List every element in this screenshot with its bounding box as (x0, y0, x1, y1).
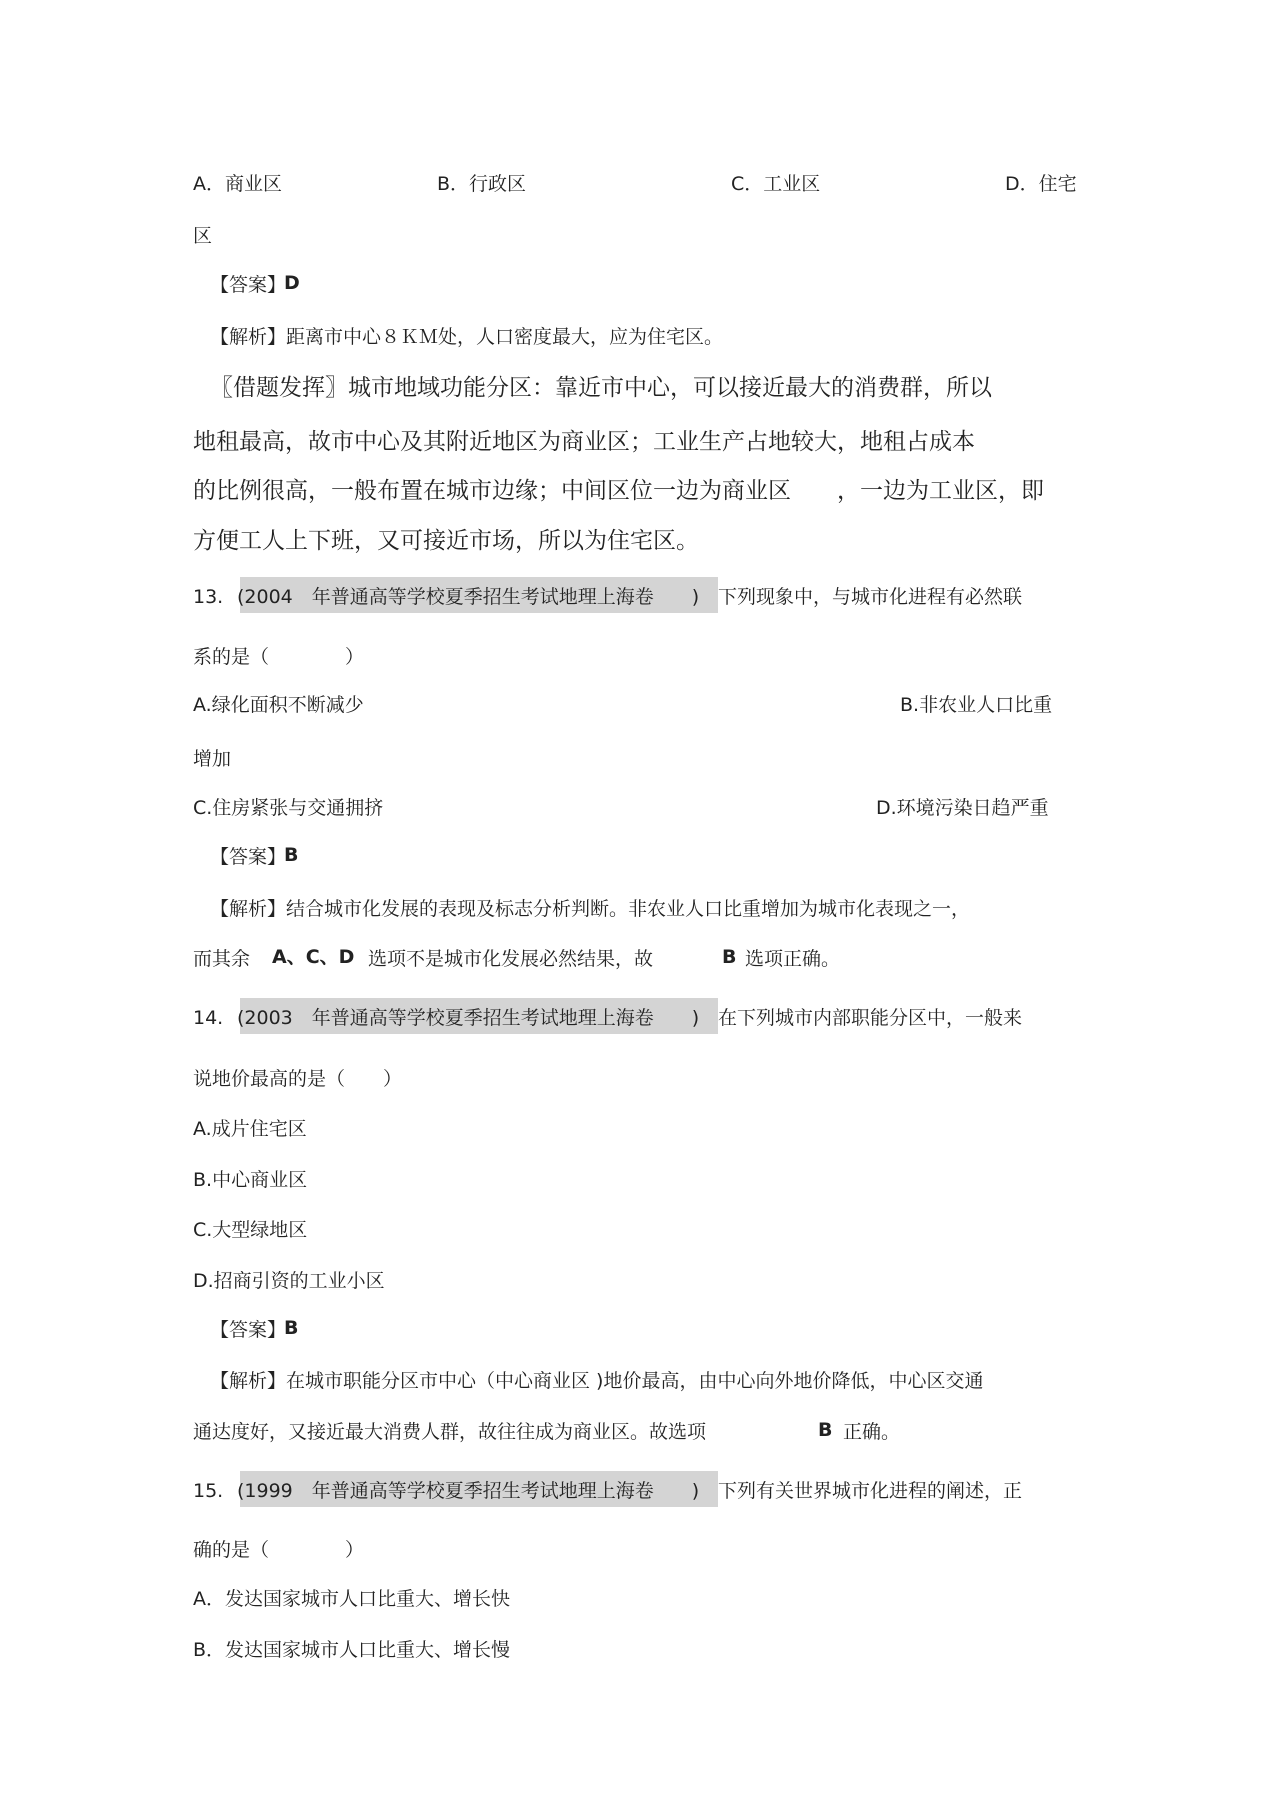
question-stem-cont: 说地价最高的是（ ） (193, 1068, 403, 1090)
analysis-line-1: 【解析】在城市职能分区市中心（中心商业区 )地价最高，由中心向外地价降低，中心区交通 (210, 1370, 984, 1392)
option-b-wrap: 增加 (193, 748, 232, 770)
analysis-line-1: 【解析】结合城市化发展的表现及标志分析判断。非农业人口比重增加为城市化表现之一， (210, 898, 971, 920)
analysis-line-2b: B (818, 1419, 833, 1441)
question-number: 14. (193, 1007, 224, 1029)
analysis-line-2a: 而其余 (193, 948, 251, 970)
answer-value: B (284, 844, 299, 866)
analysis-line-2d: B (722, 946, 737, 968)
analysis-line-2e: 选项正确。 (745, 948, 841, 970)
option-d-wrap: 区 (193, 225, 213, 247)
analysis-line-2c: 正确。 (843, 1421, 901, 1443)
extension-line-4: 方便工人上下班，又可接近市场，所以为住宅区。 (193, 528, 699, 554)
analysis: 【解析】距离市中心８ＫＭ处，人口密度最大，应为住宅区。 (210, 326, 724, 348)
question-number: 13. (193, 586, 224, 608)
option-b: B．行政区 (437, 173, 527, 195)
question-stem: 下列现象中，与城市化进程有必然联 (718, 586, 1023, 608)
analysis-line-2a: 通达度好，又接近最大消费人群，故往往成为商业区。故选项 (193, 1421, 707, 1443)
option-a: A.成片住宅区 (193, 1118, 307, 1140)
option-a: A.绿化面积不断减少 (193, 694, 364, 716)
question-stem: 在下列城市内部职能分区中，一般来 (718, 1007, 1023, 1029)
option-b: B.中心商业区 (193, 1169, 308, 1191)
analysis-line-2c: 选项不是城市化发展必然结果，故 (368, 948, 654, 970)
option-b: B.非农业人口比重 (900, 694, 1053, 716)
option-a: A．商业区 (193, 173, 282, 195)
extension-line-3: 的比例很高，一般布置在城市边缘；中间区位一边为商业区 ，一边为工业区，即 (193, 478, 1044, 504)
extension-line-1: 〖借题发挥〗城市地域功能分区：靠近市中心，可以接近最大的消费群，所以 (210, 375, 992, 401)
answer-label: 【答案】 (210, 274, 287, 296)
option-b: B．发达国家城市人口比重大、增长慢 (193, 1639, 511, 1661)
option-d: D．住宅 (1005, 173, 1077, 195)
answer-value: B (284, 1317, 299, 1339)
question-stem-cont: 系的是（ ） (193, 646, 365, 668)
option-d: D.环境污染日趋严重 (876, 797, 1049, 819)
question-source: (1999 年普通高等学校夏季招生考试地理上海卷 ) (237, 1480, 700, 1502)
option-d: D.招商引资的工业小区 (193, 1270, 385, 1292)
option-c: C.住房紧张与交通拥挤 (193, 797, 384, 819)
answer-label: 【答案】 (210, 846, 287, 868)
answer-value: D (284, 272, 300, 294)
option-c: C.大型绿地区 (193, 1219, 308, 1241)
question-stem: 下列有关世界城市化进程的阐述，正 (718, 1480, 1023, 1502)
question-source: (2004 年普通高等学校夏季招生考试地理上海卷 ) (237, 586, 700, 608)
question-stem-cont: 确的是（ ） (193, 1539, 365, 1561)
extension-line-2: 地租最高，故市中心及其附近地区为商业区；工业生产占地较大，地租占成本 (193, 429, 975, 455)
question-number: 15. (193, 1480, 224, 1502)
analysis-line-2b: A、C、D (272, 946, 355, 968)
option-a: A．发达国家城市人口比重大、增长快 (193, 1588, 510, 1610)
answer-label: 【答案】 (210, 1319, 287, 1341)
question-source: (2003 年普通高等学校夏季招生考试地理上海卷 ) (237, 1007, 700, 1029)
option-c: C．工业区 (731, 173, 821, 195)
